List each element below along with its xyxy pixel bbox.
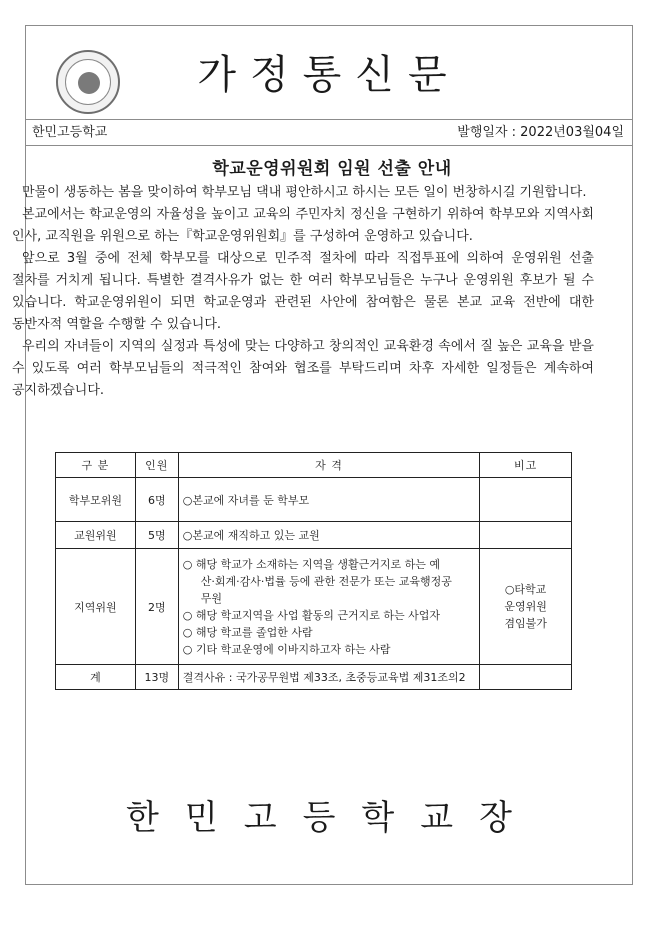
row-category: 교원위원	[56, 522, 136, 549]
committee-table	[55, 452, 572, 690]
qualification-line: 무원	[200, 591, 223, 605]
remark-line: 겸임불가	[504, 617, 547, 630]
row-count: 6명	[135, 478, 178, 522]
remark-line: ○타학교	[504, 583, 547, 596]
paragraph-4: 우리의 자녀들이 지역의 실정과 특성에 맞는 다양하고 창의적인 교육환경 속에서 질 높은 교육을 받을 수 있도록 여러 학부모님들의 적극적인 참여와 협조를 부탁드리며 차후 자세한 일정들은 계속하여 공지하겠습니다.	[12, 339, 594, 398]
header-qualification: 자 격	[178, 453, 479, 478]
total-count: 13명	[135, 665, 178, 690]
row-qualification: ○본교에 자녀를 둔 학부모	[178, 478, 479, 522]
header-category: 구 분	[56, 453, 136, 478]
qualification-line: ○ 해당 학교가 소재하는 지역을 생활근거지로 하는 예	[182, 557, 440, 571]
principal-signature: 한민고등학교장	[126, 798, 538, 838]
table-header-row	[56, 453, 572, 478]
row-remark	[480, 665, 572, 690]
disqualification-note: 결격사유 : 국가공무원법 제33조, 초중등교육법 제31조의2	[178, 665, 479, 690]
newsletter-header	[26, 26, 632, 120]
total-label: 계	[56, 665, 136, 690]
notice-body	[12, 182, 594, 402]
qualification-line: ○ 해당 학교를 졸업한 사람	[182, 625, 313, 639]
row-remark	[480, 522, 572, 549]
qualification-line: 산·회계·감사·법률 등에 관한 전문가 또는 교육행정공	[200, 574, 452, 588]
qualification-line: ○ 기타 학교운영에 이바지하고자 하는 사람	[182, 642, 391, 656]
row-count: 2명	[135, 549, 178, 665]
table-row	[56, 549, 572, 665]
row-qualification: ○본교에 재직하고 있는 교원	[178, 522, 479, 549]
table-row	[56, 522, 572, 549]
row-remark	[480, 478, 572, 522]
row-category: 지역위원	[56, 549, 136, 665]
header-count: 인원	[135, 453, 178, 478]
header-remark: 비고	[480, 453, 572, 478]
info-bar	[26, 120, 632, 146]
issue-date: 발행일자 : 2022년03월04일	[457, 125, 624, 140]
row-remark	[480, 549, 572, 665]
table-row	[56, 665, 572, 690]
row-category: 학부모위원	[56, 478, 136, 522]
table-row	[56, 478, 572, 522]
newsletter-title: 가정통신문	[197, 52, 461, 98]
paragraph-2: 본교에서는 학교운영의 자율성을 높이고 교육의 주민자치 정신을 구현하기 위하여 학부모와 지역사회 인사, 교직원을 위원으로 하는『학교운영위원회』를 구성하여 운영하고 있습니다.	[12, 207, 594, 244]
paragraph-3: 앞으로 3월 중에 전체 학부모를 대상으로 민주적 절차에 따라 직접투표에 의하여 운영위원 선출 절차를 거치게 됩니다. 특별한 결격사유가 없는 한 여러 학부모님들은 누구나 운영위원 후보가 될 수 있습니다. 학교운영위원이 되면 학교운영과 관련된 사안에 참여함은 물론 본교 교육 전반에 대한 동반자적 역할을 수행할 수 있습니다.	[12, 251, 594, 332]
notice-heading: 학교운영위원회 임원 선출 안내	[212, 159, 452, 179]
paragraph-1: 만물이 생동하는 봄을 맞이하여 학부모님 댁내 평안하시고 하시는 모든 일이 번창하시길 기원합니다.	[22, 185, 587, 200]
row-qualification	[178, 549, 479, 665]
qualification-line: ○ 해당 학교지역을 사업 활동의 근거지로 하는 사업자	[182, 608, 440, 622]
school-name: 한민고등학교	[32, 125, 108, 140]
remark-line: 운영위원	[504, 600, 547, 613]
row-count: 5명	[135, 522, 178, 549]
